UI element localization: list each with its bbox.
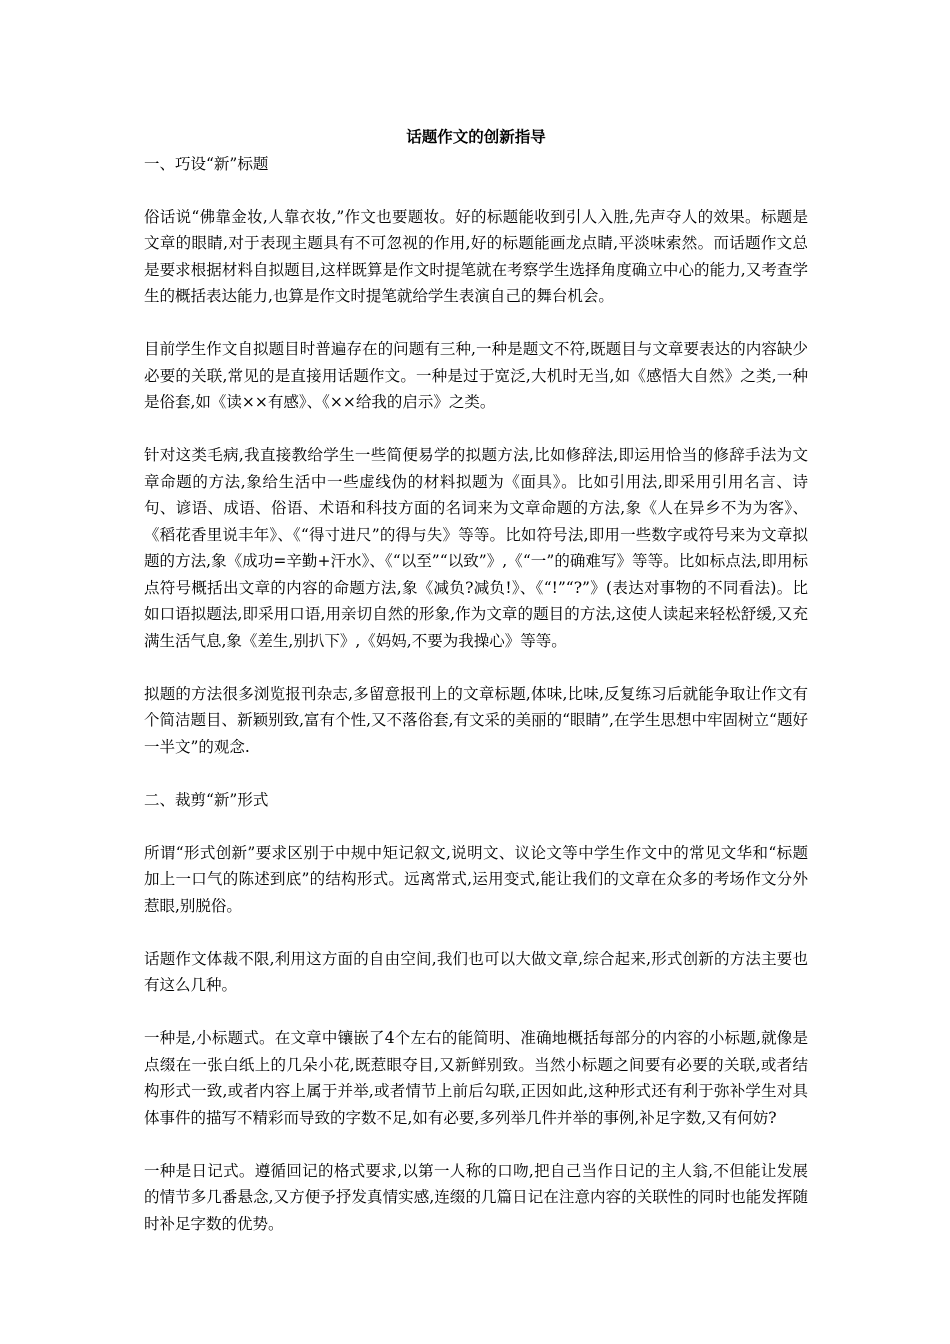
paragraph: 俗话说“佛靠金妆,人靠衣妆,”作文也要题妆。好的标题能收到引人入胜,先声夺人的效果。标题是文章的眼睛,对于表现主题具有不可忽视的作用,好的标题能画龙点睛,平淡味索然。而话题作文总是要求根据材料自拟题目,这样既算是作文时提笔就在考察学生选择角度确立中心的能力,又考查学生的概括表达能力,也算是作文时提笔就给学生表演自己的舞台机会。	[144, 207, 808, 305]
paragraph: 目前学生作文自拟题目时普遍存在的问题有三种,一种是题文不符,既题目与文章要表达的内容缺少必要的关联,常见的是直接用话题作文。一种是过于宽泛,大机时无当,如《感悟大自然》之类,一种是俗套,如《读××有感》、《××给我的启示》之类。	[144, 340, 808, 411]
document-title: 话题作文的创新指导	[406, 128, 546, 146]
paragraph: 一种是日记式。遵循回记的格式要求,以第一人称的口吻,把自己当作日记的主人翁,不但能让发展的情节多几番悬念,又方便予抒发真情实感,连缀的几篇日记在注意内容的关联性的同时也能发挥随时补足字数的优势。	[144, 1161, 808, 1233]
document-page	[144, 124, 808, 1264]
paragraph: 话题作文体裁不限,利用这方面的自由空间,我们也可以大做文章,综合起来,形式创新的方法主要也有这么几种。	[144, 949, 808, 994]
paragraph: 拟题的方法很多浏览报刊杂志,多留意报刊上的文章标题,体味,比味,反复练习后就能争取让作文有个简洁题目、新颖别致,富有个性,又不落俗套,有文采的美丽的“眼睛”,在学生思想中牢固树立“题好一半文”的观念.	[144, 684, 808, 756]
paragraph: 针对这类毛病,我直接教给学生一些简便易学的拟题方法,比如修辞法,即运用恰当的修辞手法为文章命题的方法,象给生活中一些虚线伪的材料拟题为《面具》。比如引用法,即采用引用名言、诗句、谚语、成语、俗语、术语和科技方面的名词来为文章命题的方法,象《人在异乡不为为客》、《稻花香里说丰年》、《“得寸进尺”的得与失》等等。比如符号法,即用一些数字或符号来为文章拟题的方法,象《成功=辛勤+汗水》、《“以至”“以致”》,《“一”的确难写》等等。比如标点法,即用标点符号概括出文章的内容的命题方法,象《减负?减负!》、《“!”“?”》(表达对事物的不同看法)。比如口语拟题法,即采用口语,用亲切自然的形象,作为文章的题目的方法,这使人读起来轻松舒缓,又充满生活气息,象《差生,别扒下》,《妈妈,不要为我操心》等等。	[144, 446, 808, 650]
paragraph: 所谓“形式创新”要求区别于中规中矩记叙文,说明文、议论文等中学生作文中的常见文华和“标题加上一口气的陈述到底”的结构形式。远离常式,运用变式,能让我们的文章在众多的考场作文分外惹眼,别脱俗。	[144, 843, 808, 915]
paragraph: 一种是,小标题式。在文章中镶嵌了4个左右的能简明、准确地概括每部分的内容的小标题,就像是点缀在一张白纸上的几朵小花,既惹眼夺目,又新鲜别致。当然小标题之间要有必要的关联,或者结构形式一致,或者内容上属于并举,或者情节上前后勾联,正因如此,这种形式还有利于弥补学生对具体事件的描写不精彩而导致的字数不足,如有必要,多列举几件并举的事例,补足字数,又有何妨?	[144, 1029, 808, 1127]
section-heading-2: 二、裁剪“新”形式	[144, 790, 269, 809]
section-heading-1: 一、巧设“新”标题	[144, 154, 269, 173]
